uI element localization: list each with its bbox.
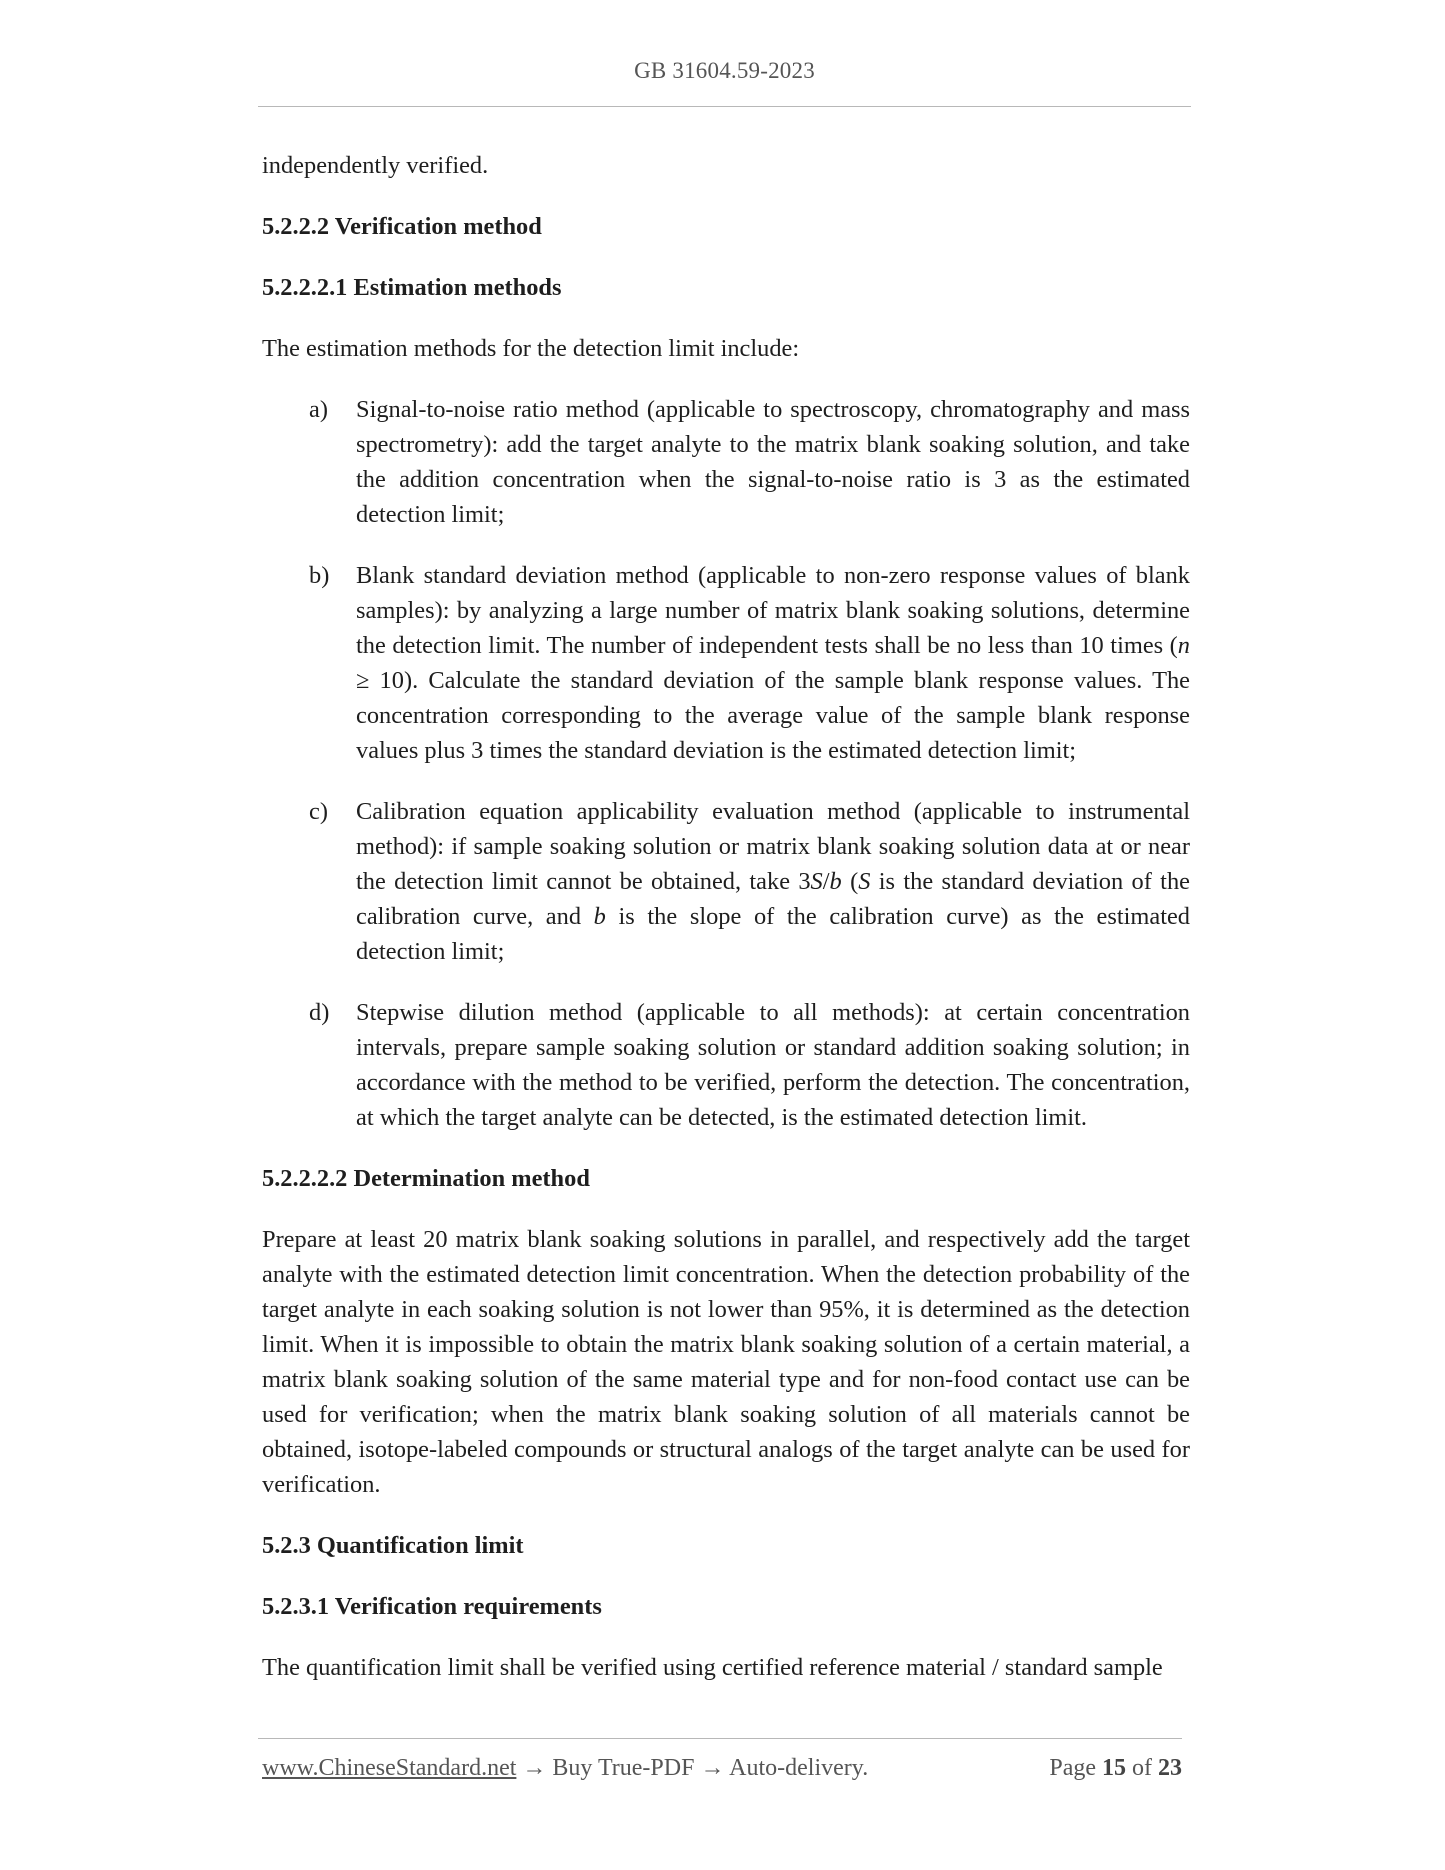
variable-S: S	[810, 868, 823, 895]
determination-paragraph: Prepare at least 20 matrix blank soaking solutions in parallel, and respectively add the target analyte with the estimated detection limit concentration. When the detection probability of the target analyte in each soaking solution is not lower than 95%, it is determined as the detection limit. When it is impossible to obtain the matrix blank soaking solution of a certain material, a matrix blank soaking solution of the same material type and for non-food contact use can be used for verification; when the matrix blank soaking solution of all materials cannot be obtained, isotope-labeled compounds or structural analogs of the target analyte can be used for verification.	[262, 1226, 1190, 1498]
list-text-part: Calibration equation applicability evaluation method (applicable to instrumental method): if sample soaking solution or matrix blank soaking solution data at or near the detection limit cannot be obtained, take 3	[356, 798, 1190, 895]
list-item-a	[262, 392, 1190, 532]
list-marker: d)	[309, 999, 330, 1026]
variable-S: S	[858, 868, 871, 895]
of-label: of	[1132, 1755, 1152, 1781]
footer-links	[262, 1755, 868, 1782]
quantification-paragraph: The quantification limit shall be verified using certified reference material / standard sample	[262, 1654, 1163, 1681]
list-text-part: Blank standard deviation method (applicable to non-zero response values of blank samples): by analyzing a large number of matrix blank soaking solutions, determine the detection limit. The number of independent tests shall be no less than 10 times (	[356, 562, 1190, 659]
section-heading-5-2-2-2-2: 5.2.2.2.2 Determination method	[262, 1165, 590, 1192]
list-text-part: is the slope of the calibration curve) as the estimated detection limit;	[356, 903, 1190, 965]
page-current: 15	[1102, 1755, 1126, 1781]
list-text-part: (	[841, 868, 859, 895]
footer-divider	[258, 1738, 1182, 1739]
list-text-part: ≥ 10). Calculate the standard deviation of the sample blank response values. The concentration corresponding to the average value of the sample blank response values plus 3 times the standard deviation is the estimated detection limit;	[356, 667, 1190, 764]
list-text: Signal-to-noise ratio method (applicable to spectroscopy, chromatography and mass spectrometry): add the target analyte to the matrix blank soaking solution, and take the addition concentration when the signal-to-noise ratio is 3 as the estimated detection limit;	[356, 396, 1190, 528]
estimation-intro: The estimation methods for the detection limit include:	[262, 335, 800, 362]
list-marker: b)	[309, 562, 330, 589]
arrow-icon: →	[694, 1755, 730, 1781]
doc-header: GB 31604.59-2023	[634, 58, 815, 83]
page-total: 23	[1158, 1755, 1182, 1781]
list-text: Stepwise dilution method (applicable to all methods): at certain concentration intervals, prepare sample soaking solution or standard addition soaking solution; in accordance with the method to be verified, perform the detection. The concentration, at which the target analyte can be detected, is the estimated detection limit.	[356, 999, 1190, 1131]
continued-paragraph: independently verified.	[262, 152, 489, 179]
list-marker: c)	[309, 798, 328, 825]
list-item-c	[262, 794, 1190, 969]
arrow-icon: →	[516, 1755, 553, 1781]
page-content	[262, 148, 1190, 1711]
section-heading-5-2-2-2: 5.2.2.2 Verification method	[262, 213, 542, 240]
list-item-d	[262, 995, 1190, 1135]
slash: /	[822, 868, 830, 895]
list-item-b	[262, 558, 1190, 768]
header-divider	[258, 106, 1191, 107]
list-marker: a)	[309, 396, 328, 423]
variable-b: b	[829, 868, 842, 895]
buy-true-pdf-text: Buy True-PDF	[552, 1755, 695, 1781]
section-heading-5-2-3: 5.2.3 Quantification limit	[262, 1532, 524, 1559]
chinesestandard-link[interactable]: www.ChineseStandard.net	[262, 1755, 517, 1781]
page-number	[1049, 1755, 1182, 1782]
section-heading-5-2-3-1: 5.2.3.1 Verification requirements	[262, 1593, 602, 1620]
list-text-part: is the standard deviation of the calibration curve, and	[356, 868, 1190, 930]
page-footer	[262, 1755, 1182, 1789]
section-heading-5-2-2-2-1: 5.2.2.2.1 Estimation methods	[262, 274, 562, 301]
variable-n: n	[1177, 632, 1190, 659]
page-label: Page	[1049, 1755, 1096, 1781]
auto-delivery-text: Auto-delivery.	[729, 1755, 869, 1781]
variable-b: b	[593, 903, 606, 930]
